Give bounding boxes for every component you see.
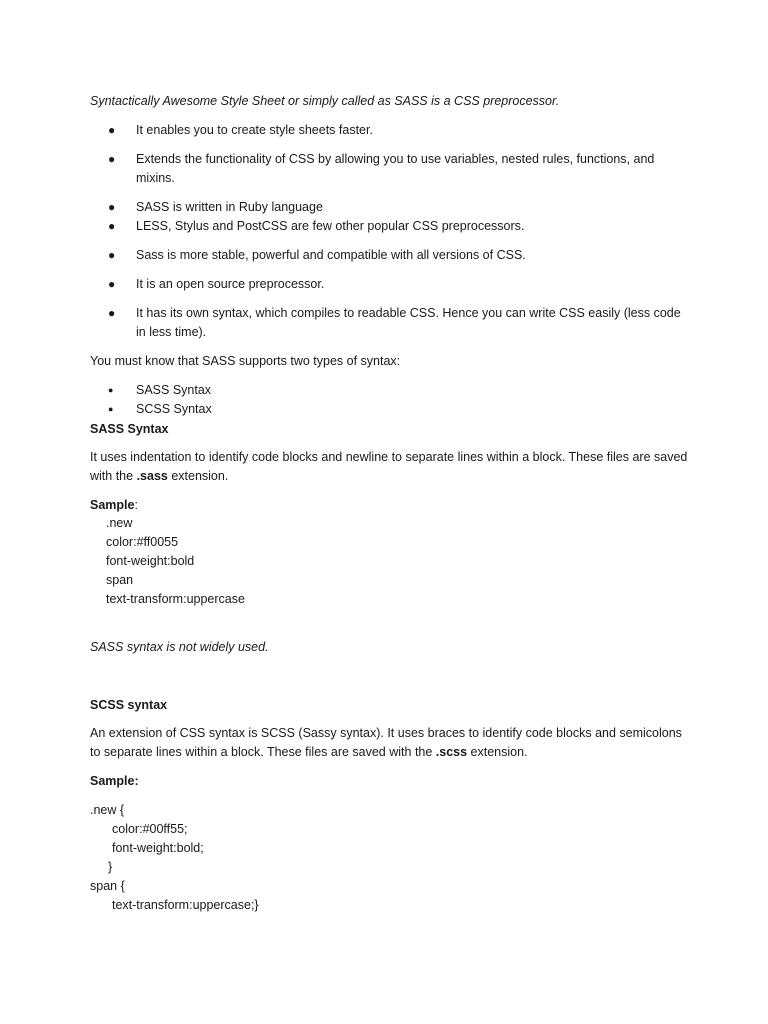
list-item: ● SASS Syntax <box>108 381 683 400</box>
bullet-icon: ● <box>108 219 116 233</box>
code-line: .new { <box>90 803 125 817</box>
code-line: color:#00ff55; <box>112 822 188 836</box>
code-line: text-transform:uppercase;} <box>112 898 259 912</box>
bullet-icon: ● <box>108 277 116 291</box>
syntax-intro: You must know that SASS supports two types of syntax: <box>90 354 401 368</box>
scss-extension: .scss <box>435 745 468 759</box>
sass-heading: SASS Syntax <box>90 422 169 436</box>
list-item: ● SCSS Syntax <box>108 400 683 419</box>
intro-paragraph: Syntactically Awesome Style Sheet or simply called as SASS is a CSS preprocessor. <box>90 94 560 108</box>
bullet-icon: ● <box>108 200 116 214</box>
scss-heading: SCSS syntax <box>90 698 168 712</box>
code-line: span { <box>90 879 125 893</box>
code-line: span <box>106 573 134 587</box>
bullet-icon: ● <box>108 123 116 137</box>
code-line: } <box>108 860 113 874</box>
list-item: ● Extends the functionality of CSS by allowing you to use variables, nested rules, functions, and mixins. <box>108 152 655 185</box>
sass-description: It uses indentation to identify code blocks and newline to separate lines within a block. These files are saved with the .sass extension. <box>90 450 688 483</box>
scss-sample-label: Sample: <box>90 774 139 788</box>
bullet-icon: ● <box>108 404 114 414</box>
list-item: ● Sass is more stable, powerful and compatible with all versions of CSS. <box>108 246 683 265</box>
list-item: ● LESS, Stylus and PostCSS are few other popular CSS preprocessors. <box>108 217 683 236</box>
list-item: ● It is an open source preprocessor. <box>108 275 683 294</box>
bullet-icon: ● <box>108 306 116 320</box>
sass-extension: .sass <box>136 469 168 483</box>
sass-sample-label: Sample: <box>90 498 138 512</box>
bullet-icon: ● <box>108 385 114 395</box>
code-line: text-transform:uppercase <box>106 592 245 606</box>
scss-description: An extension of CSS syntax is SCSS (Sassy syntax). It uses braces to identify code blocks and semicolons to separate lines within a block. These files are saved with the .scss extension. <box>90 726 682 759</box>
code-line: color:#ff0055 <box>106 535 179 549</box>
bullet-icon: ● <box>108 248 116 262</box>
code-line: font-weight:bold; <box>112 841 204 855</box>
list-item: ● It enables you to create style sheets faster. <box>108 121 683 140</box>
sass-note: SASS syntax is not widely used. <box>90 640 269 654</box>
code-line: .new <box>106 516 133 530</box>
list-item: ● SASS is written in Ruby language <box>108 198 683 217</box>
list-item: ● It has its own syntax, which compiles to readable CSS. Hence you can write CSS easily (less code in less time). <box>108 306 681 339</box>
bullet-icon: ● <box>108 152 116 166</box>
code-line: font-weight:bold <box>106 554 195 568</box>
